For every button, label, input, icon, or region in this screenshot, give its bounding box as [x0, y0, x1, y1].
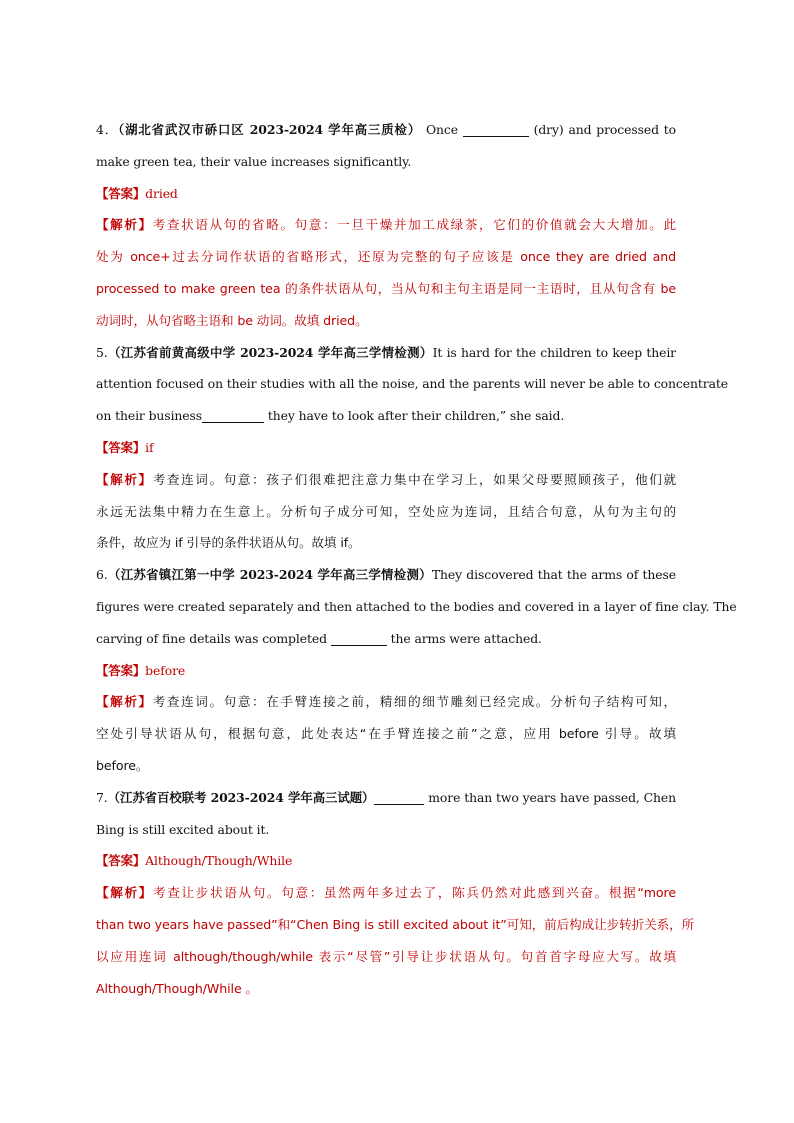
- answer-line: [96, 178, 676, 210]
- question-text-line: Bing is still excited about it.: [96, 821, 270, 837]
- analysis-line: Although/Though/While 。: [96, 980, 258, 996]
- question-text-line: on their business they have to look after their children,” she said.: [96, 408, 565, 424]
- answer-line: [96, 845, 676, 877]
- analysis-line: 条件，故应为 if 引导的条件状语从句。故填 if。: [96, 535, 361, 551]
- analysis-line: 处为 once+过去分词作状语的省略形式，还原为完整的句子应该是 once they are dried and: [96, 249, 676, 265]
- answer-blank: [331, 631, 387, 646]
- analysis-line: than two years have passed”和“Chen Bing is still excited about it”可知，前后构成让步转折关系，所: [96, 916, 695, 932]
- analysis-tag: 【解析】: [96, 217, 153, 233]
- question-source: （江苏省百校联考 2023-2024 学年高三试题）: [107, 789, 375, 805]
- question-source: （湖北省武汉市硚口区 2023-2024 学年高三质检）: [118, 122, 422, 137]
- answer-tag: 【答案】: [96, 853, 146, 869]
- answer-value: if: [145, 439, 154, 455]
- analysis-line: 动词时，从句省略主语和 be 动词。故填 dried。: [96, 312, 368, 328]
- question-stem: 6.（江苏省镇江第一中学 2023-2024 学年高三学情检测）They discovered that the arms of these: [96, 567, 676, 583]
- question-text-line: carving of fine details was completed the arms were attached.: [96, 630, 542, 646]
- question-number: 4．: [96, 122, 119, 137]
- question-item-6: [96, 559, 737, 782]
- analysis-line: 【解析】考查连词。句意：在手臂连接之前，精细的细节雕刻已经完成。分析句子结构可知，: [96, 694, 676, 710]
- answer-blank: [374, 790, 424, 805]
- question-stem: 4．（湖北省武汉市硚口区 2023-2024 学年高三质检） Once (dry) and processed to: [96, 122, 677, 137]
- analysis-tag: 【解析】: [96, 471, 153, 487]
- analysis-line: 永远无法集中精力在生意上。分析句子成分可知，空处应为连词，且结合句意，从句为主句的: [96, 503, 676, 519]
- question-text-line: figures were created separately and then attached to the bodies and covered in a layer of fine clay. The: [96, 598, 737, 614]
- answer-value: dried: [145, 185, 178, 201]
- question-source: （江苏省前黄高级中学 2023-2024 学年高三学情检测）: [107, 344, 433, 360]
- analysis-line: 【解析】考查连词。句意：孩子们很难把注意力集中在学习上，如果父母要照顾孩子，他们就: [96, 471, 676, 487]
- analysis-tag: 【解析】: [96, 694, 153, 710]
- analysis-line: 【解析】考查让步状语从句。句意：虽然两年多过去了，陈兵仍然对此感到兴奋。根据“more: [96, 885, 676, 901]
- answer-line: [96, 655, 676, 687]
- question-stem: 7.（江苏省百校联考 2023-2024 学年高三试题） more than two years have passed, Chen: [96, 789, 676, 805]
- answer-tag: 【答案】: [96, 185, 146, 201]
- question-source: （江苏省镇江第一中学 2023-2024 学年高三学情检测）: [107, 567, 432, 583]
- answer-value: Although/Though/While: [145, 853, 293, 869]
- answer-blank: [463, 122, 529, 137]
- question-stem: 5.（江苏省前黄高级中学 2023-2024 学年高三学情检测）It is hard for the children to keep their: [96, 344, 676, 360]
- document-page: [96, 114, 737, 1004]
- analysis-line: 空处引导状语从句，根据句意，此处表达“在手臂连接之前”之意，应用 before 引导。故填: [96, 726, 676, 742]
- question-text-line: make green tea, their value increases significantly.: [96, 153, 412, 169]
- answer-value: before: [145, 662, 186, 678]
- analysis-tag: 【解析】: [96, 885, 153, 901]
- analysis-line: before。: [96, 757, 149, 773]
- question-number: 6.: [96, 567, 108, 583]
- question-number: 5.: [96, 344, 108, 360]
- answer-tag: 【答案】: [96, 662, 146, 678]
- question-item-5: [96, 337, 728, 560]
- question-item-4: [96, 114, 676, 337]
- analysis-line: processed to make green tea 的条件状语从句，当从句和主句主语是同一主语时，且从句含有 be: [96, 280, 676, 296]
- analysis-line: 以应用连词 although/though/while 表示“尽管”引导让步状语从句。句首首字母应大写。故填: [96, 948, 676, 964]
- answer-line: [96, 432, 676, 464]
- question-number: 7.: [96, 789, 108, 805]
- analysis-line: 【解析】考查状语从句的省略。句意：一旦干燥并加工成绿茶，它们的价值就会大大增加。此: [96, 217, 676, 233]
- question-text-line: attention focused on their studies with all the noise, and the parents will never be able to concentrate: [96, 376, 728, 392]
- answer-blank: [202, 408, 264, 423]
- answer-tag: 【答案】: [96, 439, 146, 455]
- question-item-7: [96, 782, 695, 1005]
